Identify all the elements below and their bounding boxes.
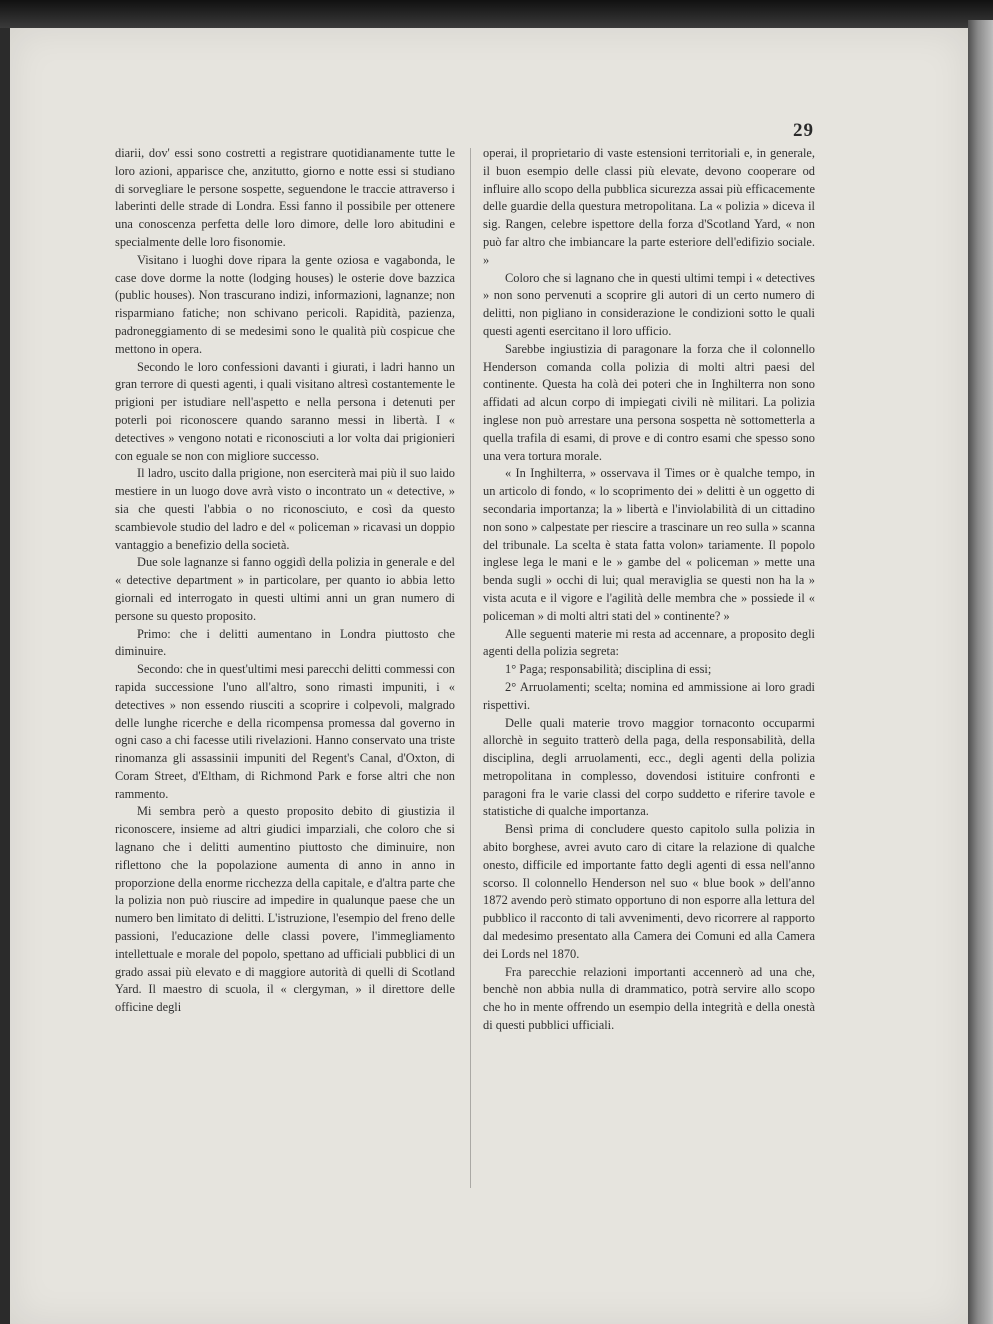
column-divider (470, 148, 471, 1188)
paragraph: Fra parecchie relazioni importanti accennerò ad una che, benchè non abbia nulla di drammatico, potrà servire allo scopo che ho in mente offrendo un esempio della integrità e della onestà di questi pubblici ufficiali. (483, 964, 815, 1033)
paragraph: Secondo le loro confessioni davanti i giurati, i ladri hanno un gran terrore di questi agenti, i quali visitano altresì costantemente le prigioni per istudiare nell'aspetto e nella persona i detenuti per poterli poi riconoscere quando saranno messi in libertà. I « detectives » vengono notati e riconosciuti a lor volta dai prigionieri con eguale se non con migliore successo. (115, 359, 455, 463)
paragraph: Visitano i luoghi dove ripara la gente oziosa e vagabonda, le case dove dorme la notte (lodging houses) le osterie dove bazzica (public houses). Non trascurano indizi, informazioni, lagnanze; non risparmiano fatiche; non schivano pericoli. Rapidità, pazienza, padroneggiamento di se medesimi sono le qualità più cospicue che mettono in opera. (115, 252, 455, 356)
paragraph: Il ladro, uscito dalla prigione, non eserciterà mai più il suo laido mestiere in un luogo dove avrà visto o incontrato un « detective, » sia che questi l'abbia o no riconosciuto, e così da questo scambievole studio del ladro e del « policeman » ricavasi un doppio vantaggio a benefizio della società. (115, 466, 455, 552)
page-number: 29 (793, 120, 814, 141)
paragraph: Alle seguenti materie mi resta ad accennare, a proposito degli agenti della polizia segreta: (483, 626, 815, 659)
paragraph: Sarebbe ingiustizia di paragonare la forza che il colonnello Henderson comanda colla polizia di molti altri paesi del continente. Questa ha colà dei poteri che in Inghilterra non sono affidati ad alcun corpo di impiegati civili nè militari. La polizia inglese non può arrestare una persona sospetta nè sottometterla a quella trafila di esami, di prove e di contro esami che spesso sono una vera tortura morale. (483, 341, 815, 463)
right-column (483, 145, 815, 1035)
paragraph: 1° Paga; responsabilità; disciplina di essi; (505, 662, 712, 677)
paragraph: 2° Arruolamenti; scelta; nomina ed ammissione ai loro gradi rispettivi. (483, 679, 815, 712)
paragraph: operai, il proprietario di vaste estensioni territoriali e, in generale, il buon esempio delle classi più elevate, devono cooperare od influire allo scopo della pubblica sicurezza assai più efficacemente delle guardie della questura metropolitana. La « polizia » diceva il sig. Rangen, celebre ispettore della forza d'Scotland Yard, « non può far altro che imbiancare la parte esteriore dell'edifizio sociale. » (483, 146, 815, 267)
paragraph: Bensì prima di concludere questo capitolo sulla polizia in abito borghese, avrei avuto caro di citare la relazione di qualche onesto, difficile ed importante fatto degli agenti di essa nell'anno scorso. Il colonnello Henderson nel suo « blue book » dell'anno 1872 avendo però stimato opportuno di non esporre alla lettura del pubblico il racconto di tali avvenimenti, devo ricorrere al rapporto dal medesimo presentato alla Camera dei Comuni ed alla Camera dei Lords nel 1870. (483, 822, 815, 961)
paragraph: Secondo: che in quest'ultimi mesi parecchi delitti commessi con rapida successione l'uno all'altro, sono rimasti impuniti, i « detectives » non essendo riusciti a scoprire i colpevoli, malgrado delle lunghe ricerche e della ricompensa promessa dal governo in ogni caso a chi facesse utili rivelazioni. Hanno conservato una triste rinomanza gli assassinii impuniti del Regent's Canal, d'Oxton, di Coram Street, d'Eltham, di Richmond Park e forse altri che non rammento. (115, 662, 455, 801)
scan-top-edge (0, 0, 993, 28)
paragraph: Due sole lagnanze si fanno oggidì della polizia in generale e del « detective department » in particolare, per quanto io abbia letto giornali ed interrogato in questi ultimi anni un gran numero di persone su questo proposito. (115, 555, 455, 623)
paragraph: Primo: che i delitti aumentano in Londra piuttosto che diminuire. (115, 626, 455, 659)
scan-right-edge (968, 20, 993, 1324)
paragraph: Delle quali materie trovo maggior tornaconto occuparmi allorchè in seguito tratterò della paga, della responsabilità, della disciplina, degli arruolamenti, ecc., degli agenti della polizia metropolitana in complesso, dovendosi istituire confronti e paragoni fra le varie classi del corpo suddetto e riferire tavole e statistiche di qualche importanza. (483, 715, 815, 819)
paragraph: Coloro che si lagnano che in questi ultimi tempi i « detectives » non sono pervenuti a scoprire gli autori di un certo numero di delitti, non pigliano in considerazione le condizioni sotto le quali questi agenti esercitano il loro ufficio. (483, 270, 815, 338)
paragraph: Mi sembra però a questo proposito debito di giustizia il riconoscere, insieme ad altri giudici imparziali, che coloro che si lagnano che i delitti aumentino piuttosto che diminuire, non riflettono che la popolazione aumenta di anno in anno in proporzione della enorme ricchezza della capitale, e d'altra parte che la polizia non può riuscire ad impedire in qualunque paese che un numero ben limitato di delitti. L'istruzione, l'esempio del freno delle passioni, l'educazione delle classi povere, l'immegliamento intellettuale e morale del popolo, spettano ad ufficiali pubblici di un grado assai più elevato e di maggiore autorità di quelli di Scotland Yard. Il maestro di scuola, il « clergyman, » il direttore delle officine degli (115, 804, 455, 1015)
paragraph: « In Inghilterra, » osservava il Times or è qualche tempo, in un articolo di fondo, « lo scoprimento dei » delitti è un oggetto di secondaria importanza; la » libertà e l'inviolabilità di un cittadino non sono » calpestate per riescire a trascinare un reo sulla » scanna del tribunale. La scelta è stata fatta volon» tariamente. Il popolo inglese lega le mani e le » gambe del « policeman » mette una benda sugli » occhi di lui; qual meraviglia se questi non ha la » vista acuta e il vigore e l'agilità delle membra che » possiede il « policeman » di molti altri stati del » continente? » (483, 466, 815, 623)
paragraph: diarii, dov' essi sono costretti a registrare quotidianamente tutte le loro azioni, apparisce che, anzitutto, giorno e notte essi si studiano di sorvegliare le persone sospette, seguendone le traccie attraverso i laberinti delle strade di Londra. Essi fanno il possibile per ottenere una conoscenza perfetta delle loro dimore, delle loro abitudini e specialmente delle loro fisonomie. (115, 146, 455, 249)
left-column (115, 145, 455, 1017)
